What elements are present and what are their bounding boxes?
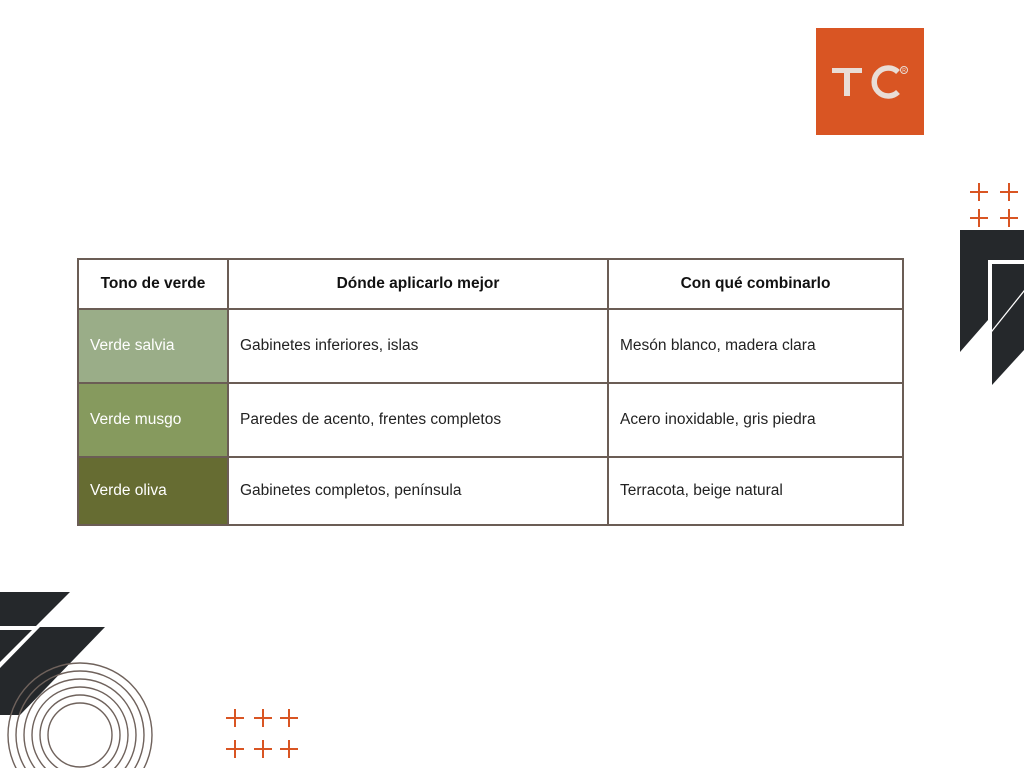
tone-cell: Verde oliva	[78, 457, 228, 525]
header-tone: Tono de verde	[78, 259, 228, 309]
table-row	[78, 383, 903, 457]
geometric-shape-icon	[958, 230, 1024, 390]
plus-pattern-bottom-icon	[222, 706, 306, 768]
combine-cell: Mesón blanco, madera clara	[608, 309, 903, 383]
table-row	[78, 457, 903, 525]
concentric-circles-icon	[0, 655, 160, 768]
combine-cell: Terracota, beige natural	[608, 457, 903, 525]
brand-logo	[816, 28, 924, 135]
combine-cell: Acero inoxidable, gris piedra	[608, 383, 903, 457]
tc-logo-icon	[816, 28, 924, 135]
where-cell: Gabinetes completos, península	[228, 457, 608, 525]
svg-text:R: R	[902, 68, 906, 74]
header-combine: Con qué combinarlo	[608, 259, 903, 309]
where-cell: Paredes de acento, frentes completos	[228, 383, 608, 457]
tone-cell: Verde salvia	[78, 309, 228, 383]
header-where: Dónde aplicarlo mejor	[228, 259, 608, 309]
green-tones-table	[77, 258, 904, 526]
table-header-row	[78, 259, 903, 309]
where-cell: Gabinetes inferiores, islas	[228, 309, 608, 383]
table-row	[78, 309, 903, 383]
tone-cell: Verde musgo	[78, 383, 228, 457]
